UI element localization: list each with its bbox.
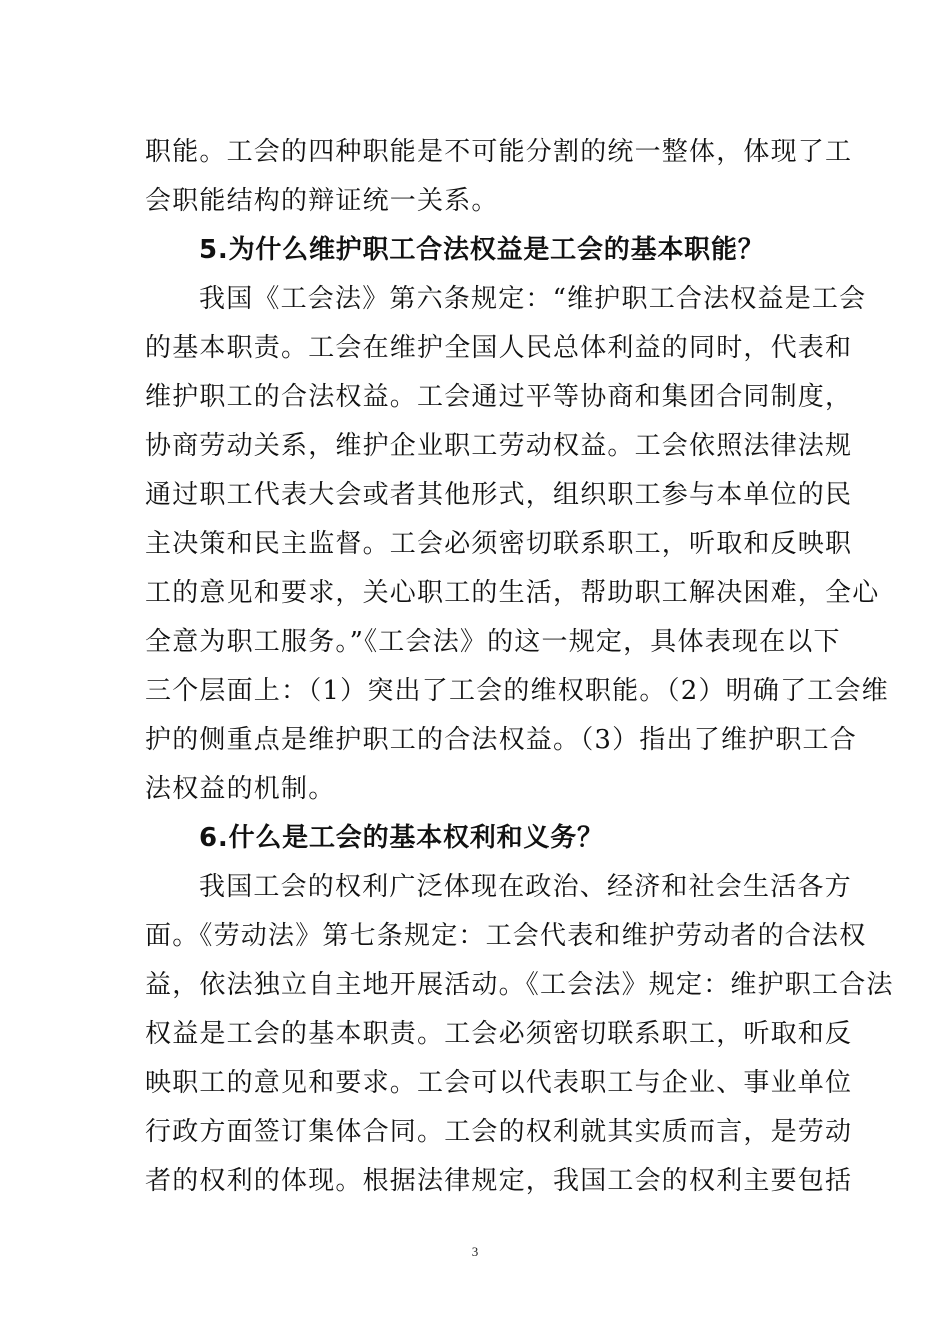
body-line: 主决策和民主监督。工会必须密切联系职工，听取和反映职 xyxy=(145,529,853,559)
body-line: 通过职工代表大会或者其他形式，组织职工参与本单位的民 xyxy=(145,480,853,510)
body-line: 我国工会的权利广泛体现在政治、经济和社会生活各方 xyxy=(199,872,852,902)
body-line: 映职工的意见和要求。工会可以代表职工与企业、事业单位 xyxy=(145,1068,853,1098)
body-line: 法权益的机制。 xyxy=(145,774,336,804)
body-line: 三个层面上：（1）突出了工会的维权职能。（2）明确了工会维 xyxy=(145,676,889,706)
page-number: 3 xyxy=(471,1244,479,1259)
body-line: 协商劳动关系，维护企业职工劳动权益。工会依照法律法规 xyxy=(145,431,853,461)
body-line: 的基本职责。工会在维护全国人民总体利益的同时，代表和 xyxy=(145,333,853,363)
body-line: 我国《工会法》第六条规定：“维护职工合法权益是工会 xyxy=(199,284,867,314)
section-heading: 5.为什么维护职工合法权益是工会的基本职能？ xyxy=(199,235,765,265)
section-heading: 6.什么是工会的基本权利和义务？ xyxy=(199,823,604,853)
body-line: 权益是工会的基本职责。工会必须密切联系职工，听取和反 xyxy=(145,1019,853,1049)
body-line: 工的意见和要求，关心职工的生活，帮助职工解决困难，全心 xyxy=(145,578,880,608)
body-line: 护的侧重点是维护职工的合法权益。（3）指出了维护职工合 xyxy=(145,725,857,755)
body-line: 行政方面签订集体合同。工会的权利就其实质而言，是劳动 xyxy=(145,1117,853,1147)
body-line: 面。《劳动法》第七条规定：工会代表和维护劳动者的合法权 xyxy=(145,921,867,951)
body-line: 职能。工会的四种职能是不可能分割的统一整体，体现了工 xyxy=(145,137,853,167)
body-line: 者的权利的体现。根据法律规定，我国工会的权利主要包括 xyxy=(145,1166,853,1196)
body-line: 益，依法独立自主地开展活动。《工会法》规定：维护职工合法 xyxy=(145,970,894,1000)
body-line: 全意为职工服务。”《工会法》的这一规定，具体表现在以下 xyxy=(145,627,841,657)
body-line: 维护职工的合法权益。工会通过平等协商和集团合同制度， xyxy=(145,382,853,412)
body-line: 会职能结构的辩证统一关系。 xyxy=(145,186,499,216)
page-body xyxy=(145,128,894,1206)
